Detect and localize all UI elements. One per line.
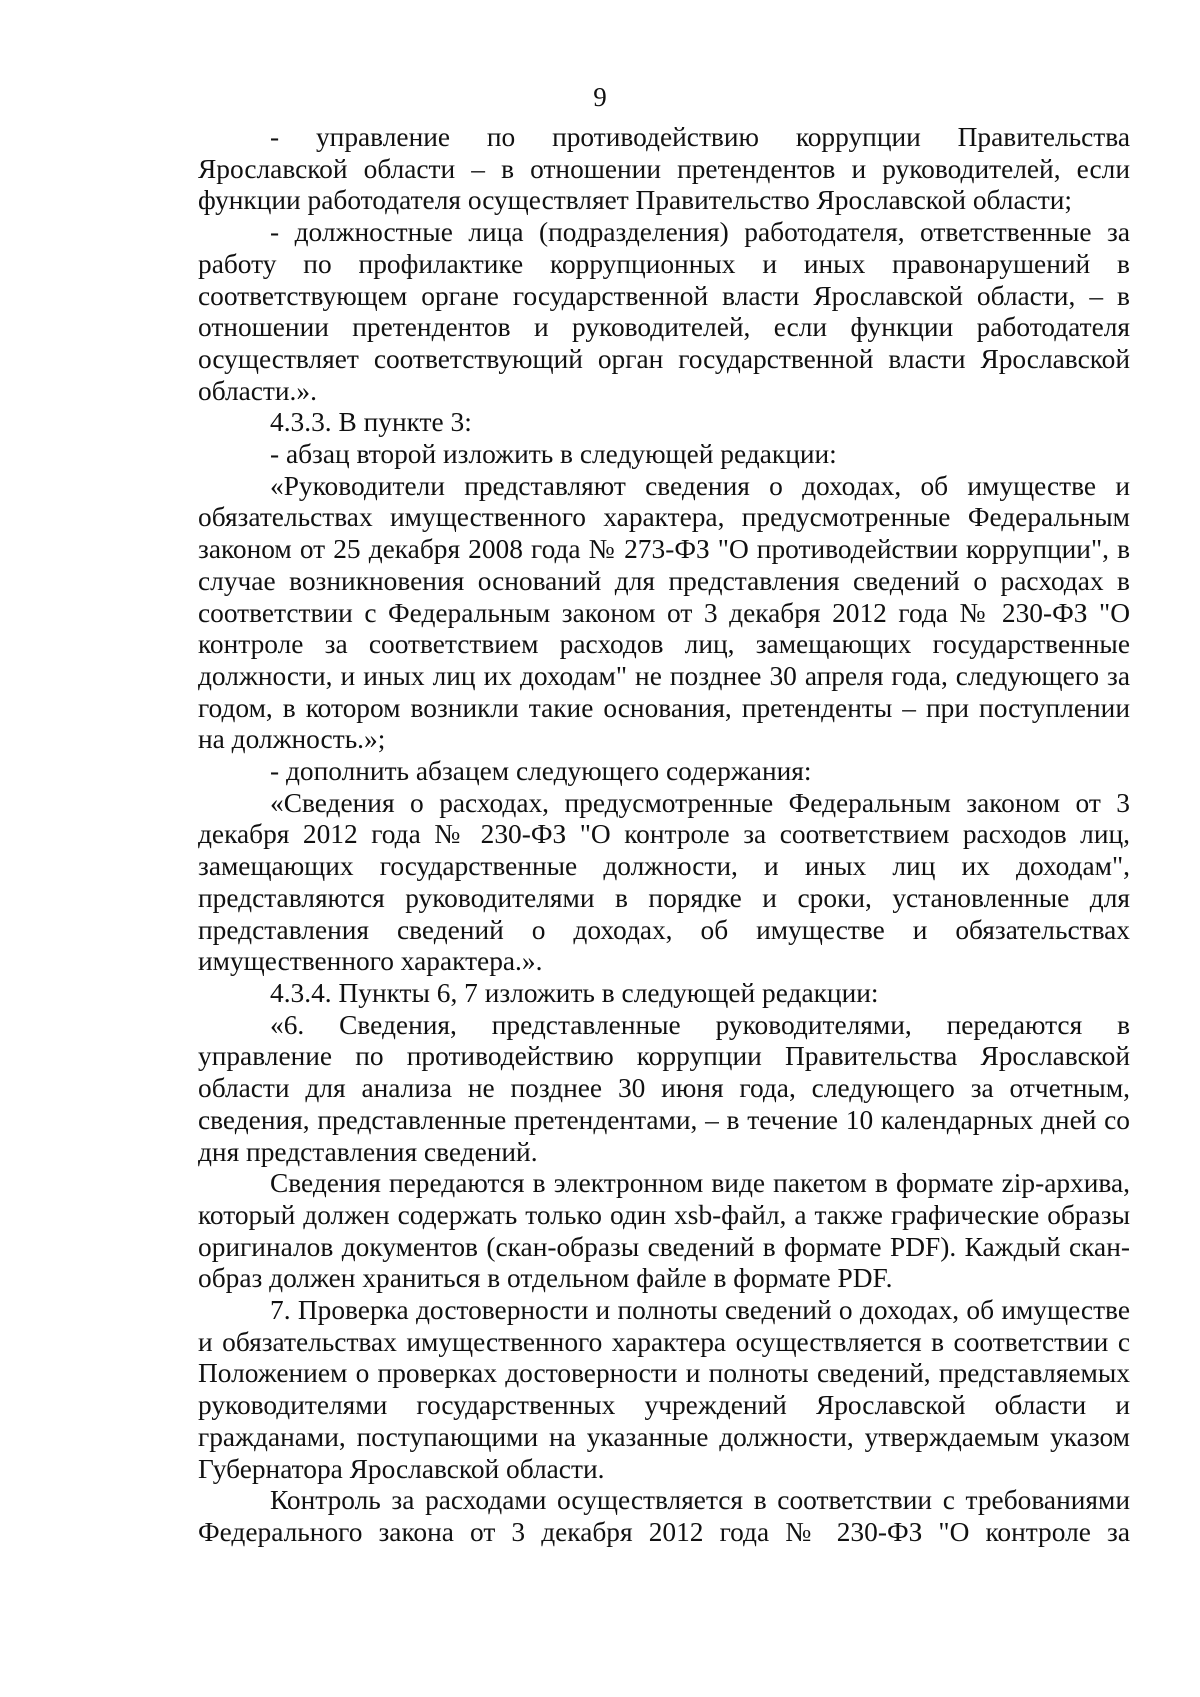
page-number: 9	[593, 82, 607, 112]
paragraph-expense-control: Контроль за расходами осуществляется в соответствии с требованиями Федерального закона от 3 декабря 2012 года № 230-ФЗ "О контроле за	[198, 1485, 1130, 1547]
paragraph-item-6: «6. Сведения, представленные руководителями, передаются в управление по противодействию коррупции Правительства Ярославской области для анализа не позднее 30 июня года, следующего за отчетным, сведения, представленные претендентами, – в течение 10 календарных дней со дня представления сведений.	[198, 1009, 1130, 1167]
paragraph-add-abzac: - дополнить абзацем следующего содержания:	[270, 756, 812, 787]
paragraph-officials-responsible: - должностные лица (подразделения) работодателя, ответственные за работу по профилактике коррупционных и иных правонарушений в соответствующем органе государственной власти Ярославской области, – в отношении претендентов и руководителей, если функции работодателя осуществляет соответствующий орган государственной власти Ярославской области.».	[198, 217, 1130, 406]
paragraph-heads-submit: «Руководители представляют сведения о доходах, об имуществе и обязательствах имущественного характера, предусмотренные Федеральным законом от 25 декабря 2008 года № 273-ФЗ "О противодействии коррупции", в случае возникновения оснований для представления сведений о расходах в соответствии с Федеральным законом от 3 декабря 2012 года № 230-ФЗ "О контроле за соответствием расходов лиц, замещающих государственные должности, и иных лиц их доходам" не позднее 30 апреля года, следующего за годом, в котором возникли такие основания, претенденты – при поступлении на должность.»;	[198, 470, 1130, 755]
paragraph-clause-4-3-4: 4.3.4. Пункты 6, 7 изложить в следующей редакции:	[270, 977, 879, 1008]
paragraph-ministry-anticorruption: - управление по противодействию коррупции Правительства Ярославской области – в отношении претендентов и руководителей, если функции работодателя осуществляет Правительство Ярославской области;	[198, 122, 1130, 216]
paragraph-second-abzac: - абзац второй изложить в следующей редакции:	[270, 439, 837, 470]
paragraph-expense-info: «Сведения о расходах, предусмотренные Федеральным законом от 3 декабря 2012 года № 230-ФЗ "О контроле за соответствием расходов лиц, замещающих государственные должности, и иных лиц их доходам", представляются руководителями в порядке и сроки, установленные для представления сведений о доходах, об имуществе и обязательствах имущественного характера.».	[198, 787, 1130, 977]
paragraph-electronic-format: Сведения передаются в электронном виде пакетом в формате zip-архива, который должен содержать только один xsb-файл, а также графические образы оригиналов документов (скан-образы сведений в формате PDF). Каждый скан-образ должен храниться в отдельном файле в формате PDF.	[198, 1168, 1130, 1294]
document-body	[198, 122, 1130, 1549]
paragraph-item-7: 7. Проверка достоверности и полноты сведений о доходах, об имуществе и обязательствах имущественного характера осуществляется в соответствии с Положением о проверках достоверности и полноты сведений, представляемых руководителями государственных учреждений Ярославской области и гражданами, поступающими на указанные должности, утверждаемым указом Губернатора Ярославской области.	[198, 1295, 1130, 1484]
paragraph-clause-4-3-3: 4.3.3. В пункте 3:	[270, 407, 472, 438]
